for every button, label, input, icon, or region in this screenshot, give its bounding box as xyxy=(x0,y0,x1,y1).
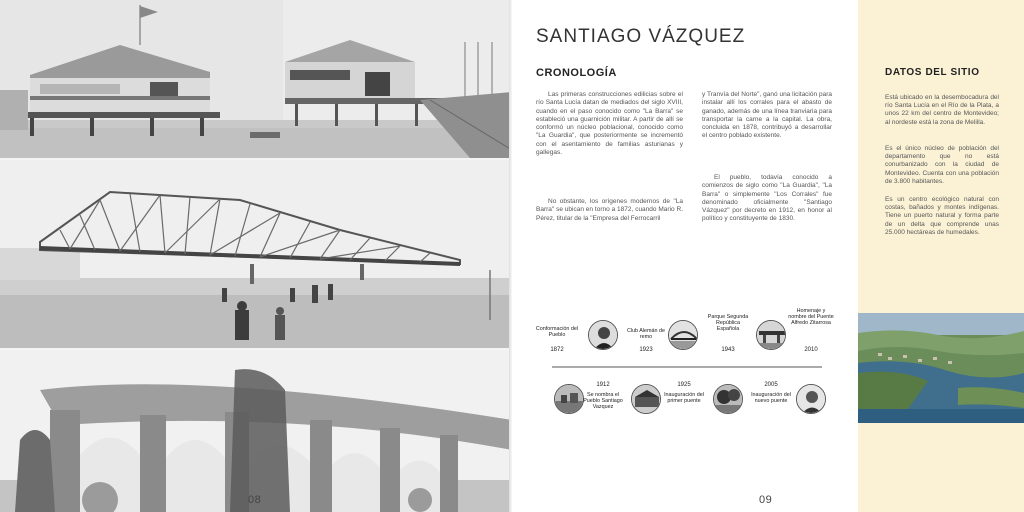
historic-pier-buildings-photo xyxy=(0,0,512,158)
bridge-photo-icon xyxy=(668,320,698,350)
timeline-label-1872: Conformación del Pueblo xyxy=(535,326,579,339)
timeline-year-1912: 1912 xyxy=(596,382,610,388)
timeline-year-2005: 2005 xyxy=(764,382,778,388)
page-number-left: 08 xyxy=(248,494,262,506)
sidebar-paragraph-3: Es un centro ecológico natural con costas, bañados y montes indígenas. Tiene un puerto natural y forma parte de un delta que comprende unas 25.000 hectáreas de humedales. xyxy=(885,196,999,236)
timeline-year-1923: 1923 xyxy=(639,347,653,353)
timeline-year-2010: 2010 xyxy=(804,347,818,353)
site-data-sidebar xyxy=(858,0,1024,512)
new-bridge-photo-icon xyxy=(756,320,786,350)
timeline-year-1943: 1943 xyxy=(721,347,735,353)
timeline-label-2005: Inauguración del nuevo puente xyxy=(751,392,791,405)
timeline-label-2010: Homenaje y nombre del Puente Alfredo Zitarrosa xyxy=(788,308,834,327)
stone-arch-ruins-photo xyxy=(0,350,512,512)
sidebar-title: DATOS DEL SITIO xyxy=(885,67,980,78)
col2-paragraph-2: El pueblo, todavía conocido a comienzos de siglo como "La Guardia", "La Barra" o simplemente "Los Corrales" fue denominado oficialmente "Santiago Vázquez" por decreto en 1912, en honor al político y constituyente de 1830. xyxy=(702,174,832,223)
zitarrosa-portrait-icon xyxy=(796,384,826,414)
col2-paragraph-1: y Tranvía del Norte", ganó una licitación para instalar allí los corrales para el abasto de ganado, además de una línea tranviaria para transportar la carne a la capital. La obra, concluida en 1878, contribuyó a desarrollar el centro poblado existente. xyxy=(702,91,832,140)
timeline-label-1943: Parque Segunda República Española xyxy=(707,314,749,333)
sidebar-paragraph-1: Está ubicado en la desembocadura del río Santa Lucía en el Río de la Plata, a unos 22 km del centro de Montevideo; al nordeste está la zona de Melilla. xyxy=(885,94,999,126)
timeline-label-1925: Inauguración del primer puente xyxy=(664,392,704,405)
page-title: SANTIAGO VÁZQUEZ xyxy=(536,26,746,47)
sidebar-paragraph-2: Es el único núcleo de población del departamento que no está conurbanizado con la ciudad de Montevideo. Cuenta con una población de 3.800 habitantes. xyxy=(885,145,999,185)
park-photo-icon xyxy=(713,384,743,414)
portrait-photo-icon xyxy=(588,320,618,350)
col1-paragraph-2: No obstante, los orígenes modernos de "La Barra" se ubican en torno a 1872, cuando Mario R. Pérez, titular de la "Empresa del Ferrocarril xyxy=(536,198,683,222)
rowing-club-photo-icon xyxy=(631,384,661,414)
timeline-label-1923: Club Alemán de remo xyxy=(626,328,666,341)
timeline-label-1912: Se nombra el Pueblo Santiago Vazquez xyxy=(583,392,623,411)
col1-paragraph-1: Las primeras construcciones edilicias sobre el río Santa Lucía datan de mediados del siglo XVIII, cuando en el paso conocido como "La Barra" se estableció una guarnición militar. A partir de allí se conformó un núcleo poblacional, conocido como "La Guardia", que posteriormente se incrementó con el asentamiento de familias asturianas y gallegas. xyxy=(536,91,683,157)
page-number-right: 09 xyxy=(759,494,773,506)
timeline xyxy=(512,300,858,430)
steel-truss-bridge-photo xyxy=(0,160,512,348)
timeline-year-1872: 1872 xyxy=(550,347,564,353)
timeline-year-1925: 1925 xyxy=(677,382,691,388)
section-title-cronologia: CRONOLOGÍA xyxy=(536,67,617,79)
aerial-view-photo xyxy=(858,313,1024,423)
